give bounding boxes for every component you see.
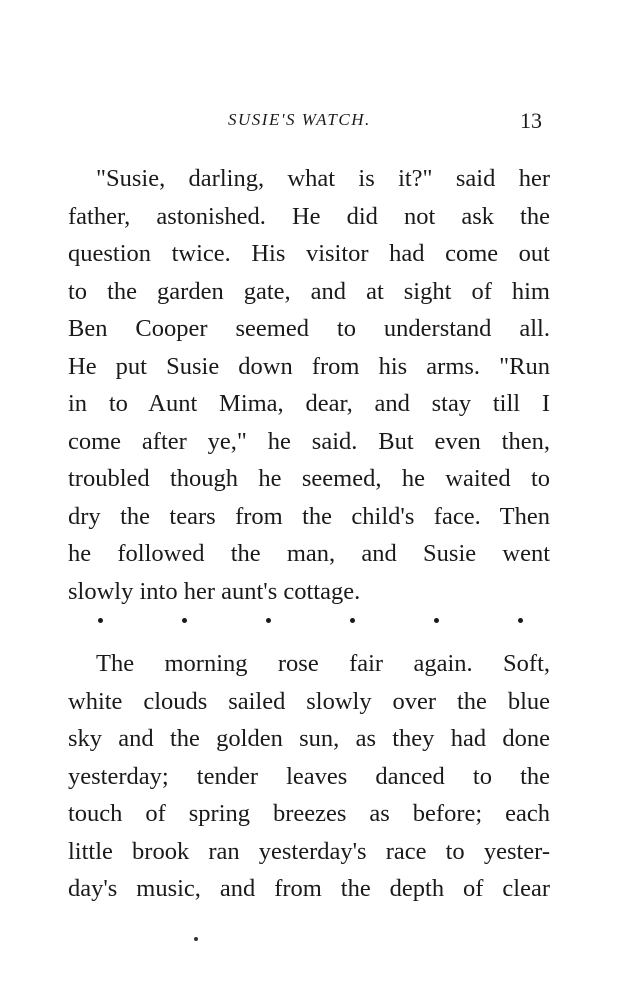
text-line: slowly into her aunt's cottage.	[68, 577, 361, 605]
text-line: troubled though he seemed, he waited to	[68, 465, 550, 492]
paragraph-1	[68, 160, 550, 610]
text-line: "Susie, darling, what is it?" said her	[96, 165, 550, 192]
text-line: dry the tears from the child's face. Then	[68, 502, 550, 530]
section-break-dot	[434, 618, 439, 623]
text-line: he followed the man, and Susie went	[68, 540, 550, 567]
section-break-dot	[182, 618, 187, 623]
text-line: touch of spring breezes as before; each	[68, 800, 550, 827]
text-line: day's music, and from the depth of clear	[68, 875, 550, 902]
text-line: white clouds sailed slowly over the blue	[68, 687, 550, 715]
text-line: sky and the golden sun, as they had done	[68, 725, 550, 752]
section-break-dot	[350, 618, 355, 623]
page-number: 13	[520, 108, 542, 133]
text-line: little brook ran yesterday's race to yester-	[68, 837, 550, 865]
text-line: Ben Cooper seemed to understand all.	[68, 315, 550, 342]
text-line: question twice. His visitor had come out	[68, 240, 550, 267]
running-title: SUSIE'S WATCH.	[228, 110, 371, 129]
section-break	[98, 618, 523, 623]
text-line: come after ye," he said. But even then,	[68, 427, 550, 455]
text-line: father, astonished. He did not ask the	[68, 202, 550, 230]
text-line: yesterday; tender leaves danced to the	[68, 762, 550, 790]
text-line: to the garden gate, and at sight of him	[68, 277, 550, 305]
paragraph-2	[68, 645, 550, 908]
text-line: He put Susie down from his arms. "Run	[68, 352, 550, 380]
text-line: in to Aunt Mima, dear, and stay till I	[68, 390, 550, 417]
section-break-dot	[98, 618, 103, 623]
section-break-dot	[266, 618, 271, 623]
section-break-dot	[518, 618, 523, 623]
ink-speck	[194, 937, 198, 941]
text-line: The morning rose fair again. Soft,	[96, 650, 550, 677]
